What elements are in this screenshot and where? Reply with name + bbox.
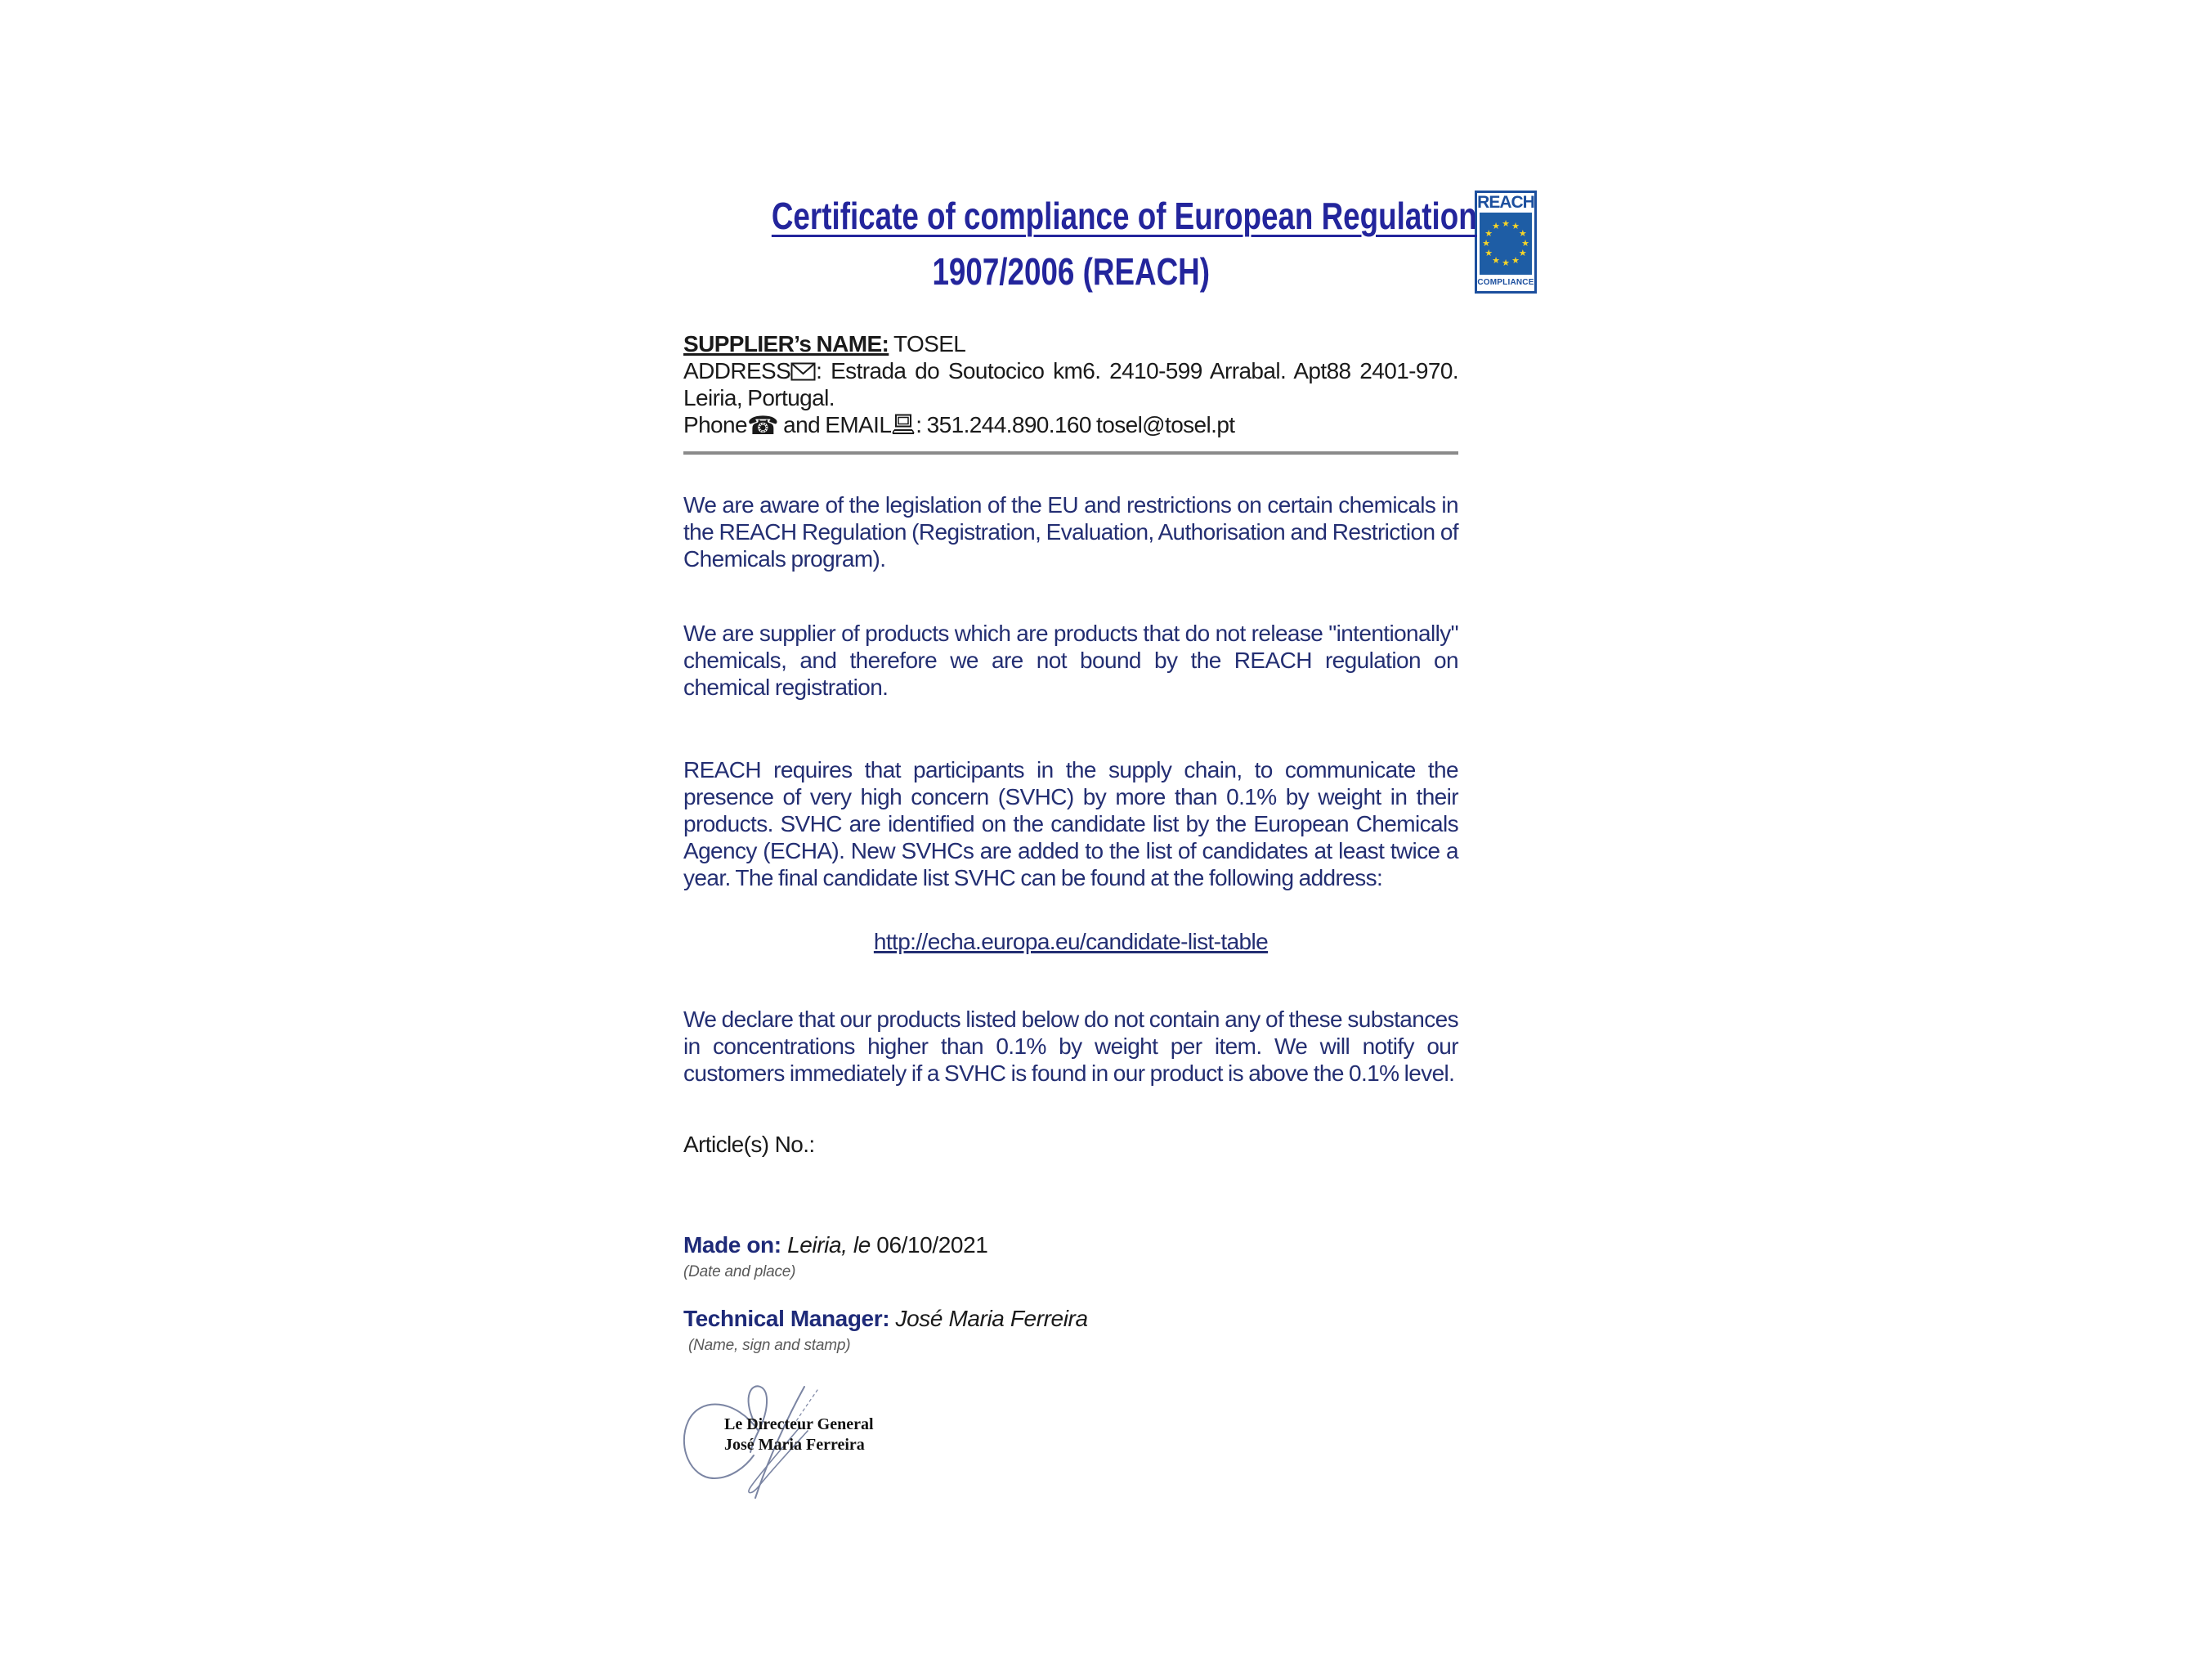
name-sign-stamp-caption: (Name, sign and stamp) (688, 1337, 851, 1354)
reach-logo-title: REACH (1477, 193, 1534, 212)
eu-star-icon: ★ (1502, 219, 1510, 229)
eu-star-icon: ★ (1511, 222, 1520, 232)
eu-star-icon: ★ (1484, 249, 1493, 258)
reach-logo-compliance-label: COMPLIANCE (1477, 278, 1534, 287)
supplier-contact-row (683, 411, 1458, 438)
technical-manager-row (683, 1305, 1458, 1332)
candidate-list-link[interactable]: http://echa.europa.eu/candidate-list-table (873, 929, 1269, 954)
made-on-date: 06/10/2021 (870, 1232, 988, 1258)
supplier-address-row (683, 357, 1458, 411)
title-line-1: Certificate of compliance of European Regulation (771, 195, 1477, 237)
divider (683, 451, 1458, 455)
certificate-title (683, 193, 1477, 304)
phone-icon: ☎ (746, 411, 778, 440)
made-on-row (683, 1231, 1458, 1258)
article-number-label: Article(s) No.: (683, 1132, 815, 1157)
address-value: : Estrada do Soutocico km6. 2410-599 Arrabal. Apt88 2401-970. Leiria, Portugal. (683, 358, 1458, 410)
technical-manager-label: Technical Manager: (683, 1306, 890, 1331)
date-place-caption: (Date and place) (683, 1263, 796, 1280)
signature-block (677, 1380, 873, 1511)
signature-text (724, 1415, 874, 1455)
eu-star-icon: ★ (1518, 229, 1527, 239)
envelope-icon (790, 362, 816, 381)
supplier-info-block (683, 330, 1458, 438)
phone-label: Phone (683, 412, 747, 437)
body-paragraph-supplier-statement: We are supplier of products which are products that do not release "intentionally" chemicals, and therefore we are not bound by the REACH regulation on chemical registration. (683, 621, 1458, 700)
eu-star-icon: ★ (1484, 229, 1493, 239)
eu-star-icon: ★ (1482, 239, 1490, 249)
eu-star-icon: ★ (1492, 222, 1500, 232)
supplier-name-row (683, 330, 1458, 357)
email-conjunction: and EMAIL (777, 412, 892, 437)
reach-compliance-logo (1475, 191, 1537, 294)
body-paragraph-svhc-requirements: REACH requires that participants in the supply chain, to communicate the presence of very high concern (SVHC) by more than 0.1% by weight in their products. SVHC are identified on the candidate list by the European Chemicals Agency (ECHA). New SVHCs are added to the list of candidates at least twice a year. The final candidate list SVHC can be found at the following address: (683, 757, 1458, 890)
eu-star-icon: ★ (1511, 255, 1520, 266)
eu-stars-panel (1480, 213, 1532, 275)
document-body-column (683, 193, 1477, 1511)
title-line-2: 1907/2006 (REACH) (932, 250, 1210, 293)
contact-values: : 351.244.890.160 tosel@tosel.pt (916, 412, 1235, 437)
candidate-list-link-row (683, 928, 1458, 955)
made-on-place: Leiria, le (781, 1232, 871, 1258)
eu-star-icon: ★ (1518, 249, 1527, 258)
eu-star-icon: ★ (1502, 258, 1510, 268)
eu-star-icon: ★ (1492, 255, 1500, 266)
signature-title: Le Directeur General (724, 1415, 874, 1433)
eu-star-icon: ★ (1521, 239, 1529, 249)
signature-name: José Maria Ferreira (724, 1436, 865, 1454)
body-paragraph-declaration: We declare that our products listed below do not contain any of these substances in concentrations higher than 0.1% by weight per item. We will notify our customers immediately if a SVHC is found in our product is above the 0.1% level. (683, 1007, 1458, 1086)
technical-manager-name: José Maria Ferreira (889, 1306, 1088, 1331)
made-on-label: Made on: (683, 1232, 781, 1258)
supplier-name-label: SUPPLIER’s NAME: (683, 331, 889, 356)
address-label: ADDRESS (683, 358, 791, 383)
computer-icon (891, 414, 916, 435)
supplier-name-value: TOSEL (889, 331, 966, 356)
body-paragraph-awareness: We are aware of the legislation of the EU and restrictions on certain chemicals in the REACH Regulation (Registration, Evaluation, Authorisation and Restriction of Chemicals program). (683, 492, 1458, 572)
